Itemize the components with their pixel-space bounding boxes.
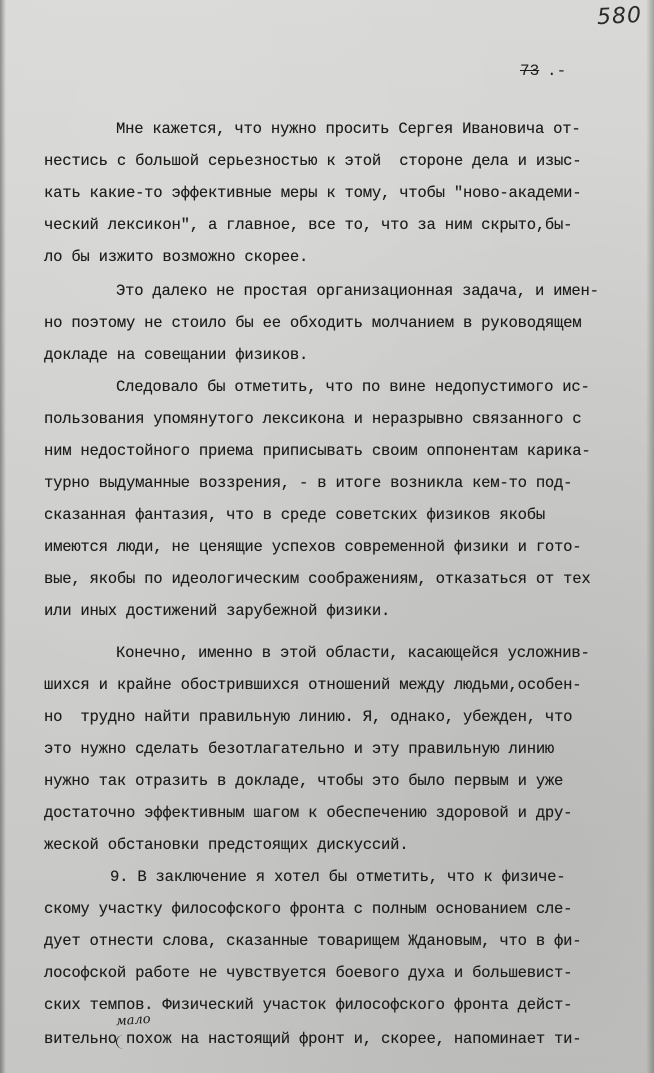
text-line: докладе на совещании физиков. <box>44 346 309 364</box>
insertion-mark <box>116 1035 131 1049</box>
text-line: но трудно найти правильную линию. Я, однако, убежден, что <box>44 708 573 726</box>
text-line: Мне кажется, что нужно просить Сергея Ивановича от- <box>116 120 581 138</box>
text-line: пользования упомянутого лексикона и неразрывно связанного с <box>44 410 582 428</box>
text-line: кать какие-то эффективные меры к тому, чтобы "ново-академи- <box>44 184 582 202</box>
text-line: Следовало бы отметить, что по вине недопустимого ис- <box>116 378 590 396</box>
text-line: шихся и крайне обострившихся отношений между людьми,особен- <box>44 676 582 694</box>
text-line: ческий лексикон", а главное, все то, что за ним скрыто,бы- <box>44 216 573 234</box>
text-line: или иных достижений зарубежной физики. <box>44 602 391 620</box>
text-line: сказанная фантазия, что в среде советских физиков якобы <box>44 506 545 524</box>
text-line: скому участку философского фронта с полным основанием сле- <box>44 900 573 918</box>
text-line: лософской работе не чувствуется боевого духа и большевист- <box>44 964 573 982</box>
text-line: жеской обстановки предстоящих дискуссий. <box>44 836 409 854</box>
text-line: турно выдуманные воззрения, - в итоге возникла кем-то под- <box>44 474 573 492</box>
text-line: вительно похож на настоящий фронт и, скорее, напоминает ти- <box>44 1030 582 1048</box>
text-line: 9. В заключение я хотел бы отметить, что к физиче- <box>110 868 566 886</box>
page-number-tail: .- <box>547 62 567 80</box>
text-line: имеются люди, не ценящие успехов современной физики и гото- <box>44 538 582 556</box>
text-line: Это далеко не простая организационная задача, и имен- <box>116 282 599 300</box>
text-line: ских темпов. Физический участок философского фронта дейст- <box>44 996 573 1014</box>
text-line: дует отнести слова, сказанные товарищем Ждановым, что в фи- <box>44 932 582 950</box>
text-line: Конечно, именно в этой области, касающейся усложнив- <box>116 644 590 662</box>
text-line: нужно так отразить в докладе, чтобы это было первым и уже <box>44 772 564 790</box>
text-line: но поэтому не стоило бы ее обходить молчанием в руководящем <box>44 314 582 332</box>
text-line: ним недостойного приема приписывать своим оппонентам карика- <box>44 442 591 460</box>
page-number-struck: 73 <box>520 62 540 80</box>
handwritten-correction: мало <box>115 1011 152 1030</box>
text-line: это нужно сделать безотлагательно и эту правильную линию <box>44 740 555 758</box>
text-line: ло бы изжито возможно скорее. <box>44 248 309 266</box>
text-line: нестись с большой серьезностью к этой стороне дела и изыс- <box>44 152 582 170</box>
text-line: достаточно эффективным шагом к обеспечению здоровой и дру- <box>44 804 573 822</box>
text-line: вые, якобы по идеологическим соображениям, отказаться от тех <box>44 570 591 588</box>
archive-number: 580 <box>596 2 643 31</box>
